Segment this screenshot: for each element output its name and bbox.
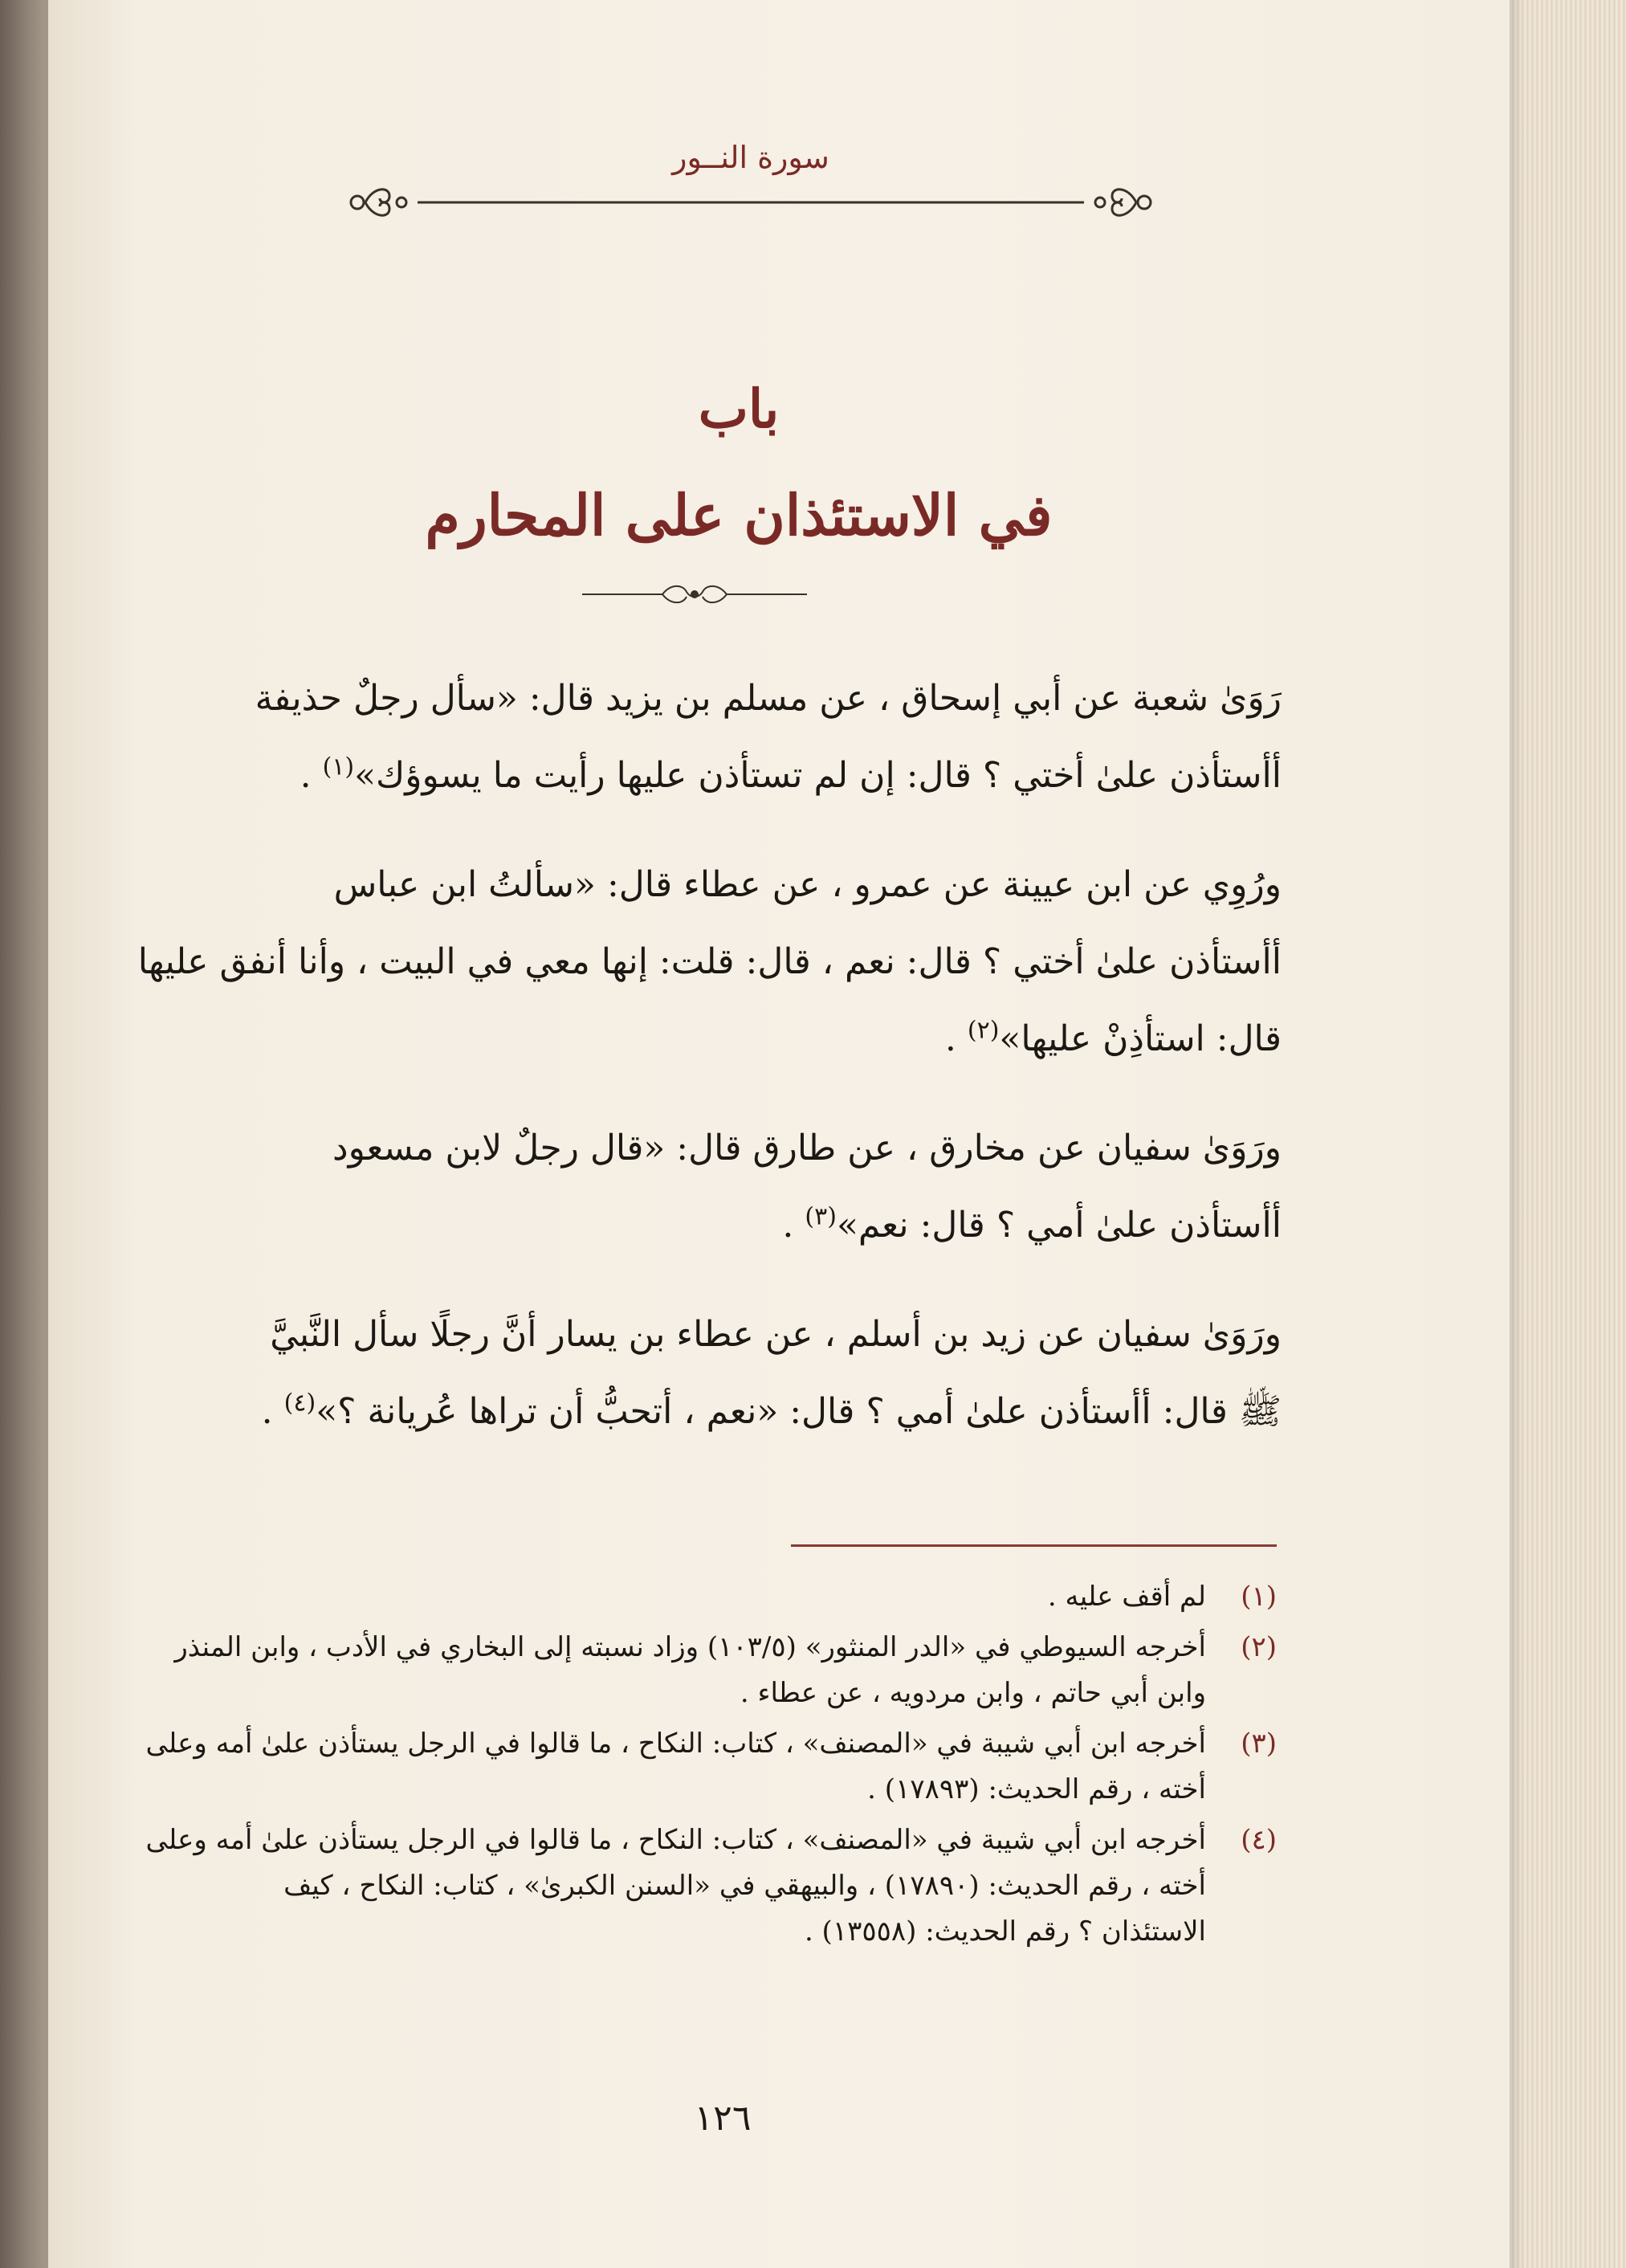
- paragraph: [77, 660, 1282, 814]
- text-line: قال: استأذِنْ عليها»$^{(٢)}$ .: [944, 1016, 1282, 1059]
- chapter-title: في الاستئذان على المحارم: [425, 482, 1053, 549]
- main-text: [77, 660, 1282, 1483]
- running-title: سورة النــور: [672, 140, 829, 175]
- footnote-text: أخرجه ابن أبي شيبة في «المصنف» ، كتاب: النكاح ، ما قالوا في الرجل يستأذن علىٰ أمه وعلى أخته ، رقم الحديث: (١٧٨٩٠) ، والبيهقي في «السنن الكبرىٰ» ، كتاب: النكاح ، كيف الاستئذان ؟ رقم الحديث: (١٣٥٥٨) .: [145, 1824, 1206, 1948]
- running-header: [341, 140, 1160, 223]
- footnotes: [64, 1574, 1277, 1960]
- footnote-ref: (٢): [967, 1016, 1000, 1045]
- footnote: [64, 1625, 1277, 1716]
- footnote-text: أخرجه ابن أبي شيبة في «المصنف» ، كتاب: النكاح ، ما قالوا في الرجل يستأذن علىٰ أمه وعلى أخته ، رقم الحديث: (١٧٨٩٣) .: [145, 1728, 1206, 1805]
- text-line: أأستأذن علىٰ أمي ؟ قال: نعم»$^{(٣)}$ .: [782, 1202, 1282, 1246]
- footnote-text: لم أقف عليه .: [1047, 1581, 1206, 1613]
- text-line: ورَوَىٰ سفيان عن مخارق ، عن طارق قال: «قال رجلٌ لابن مسعود: [332, 1128, 1282, 1169]
- footnote-number: (١): [1241, 1581, 1277, 1613]
- footnote-number: (٣): [1241, 1728, 1277, 1760]
- footnote-text: أخرجه السيوطي في «الدر المنثور» (١٠٣/٥) وزاد نسبته إلى البخاري في الأدب ، وابن المنذر وابن أبي حاتم ، وابن مردويه ، عن عطاء .: [174, 1631, 1206, 1709]
- text-line: أأستأذن علىٰ أختي ؟ قال: إن لم تستأذن عليها رأيت ما يسوؤك»$^{(١)}$ .: [300, 753, 1282, 796]
- footnote: [64, 1721, 1277, 1813]
- text-line: ورَوَىٰ سفيان عن زيد بن أسلم ، عن عطاء بن يسار أنَّ رجلًا سأل النَّبيَّ: [270, 1314, 1282, 1355]
- text-line: أأستأذن علىٰ أختي ؟ قال: نعم ، قال: قلت: إنها معي في البيت ، وأنا أنفق عليها: [137, 941, 1282, 982]
- header-ornament-rule: [341, 178, 1160, 226]
- chapter-heading: باب: [698, 377, 780, 440]
- text-line: ﷺ قال: أأستأذن علىٰ أمي ؟ قال: «نعم ، أتحبُّ أن تراها عُريانة ؟»$^{(٤)}$ .: [261, 1389, 1282, 1432]
- footnote-ref: (١): [322, 753, 355, 781]
- text-line: رَوَىٰ شعبة عن أبي إسحاق ، عن مسلم بن يزيد قال: «سأل رجلٌ حذيفة: [255, 678, 1282, 719]
- footnote-ref: (٣): [805, 1202, 837, 1231]
- paragraph: [77, 1296, 1282, 1450]
- footnote: [64, 1817, 1277, 1955]
- paragraph: [77, 1110, 1282, 1264]
- title-ornament-divider: [574, 574, 815, 614]
- page-edges: [1510, 0, 1626, 2268]
- text-line: ورُوِي عن ابن عيينة عن عمرو ، عن عطاء قال: «سألتُ ابن عباس: [333, 864, 1282, 905]
- paragraph: [77, 846, 1282, 1078]
- footnote-separator: [791, 1544, 1277, 1547]
- footnote-ref: (٤): [283, 1389, 316, 1418]
- footnote-number: (٢): [1241, 1631, 1277, 1663]
- footnote-number: (٤): [1241, 1824, 1277, 1856]
- footnote: [64, 1574, 1277, 1620]
- page-number: ١٢٦: [694, 2098, 752, 2139]
